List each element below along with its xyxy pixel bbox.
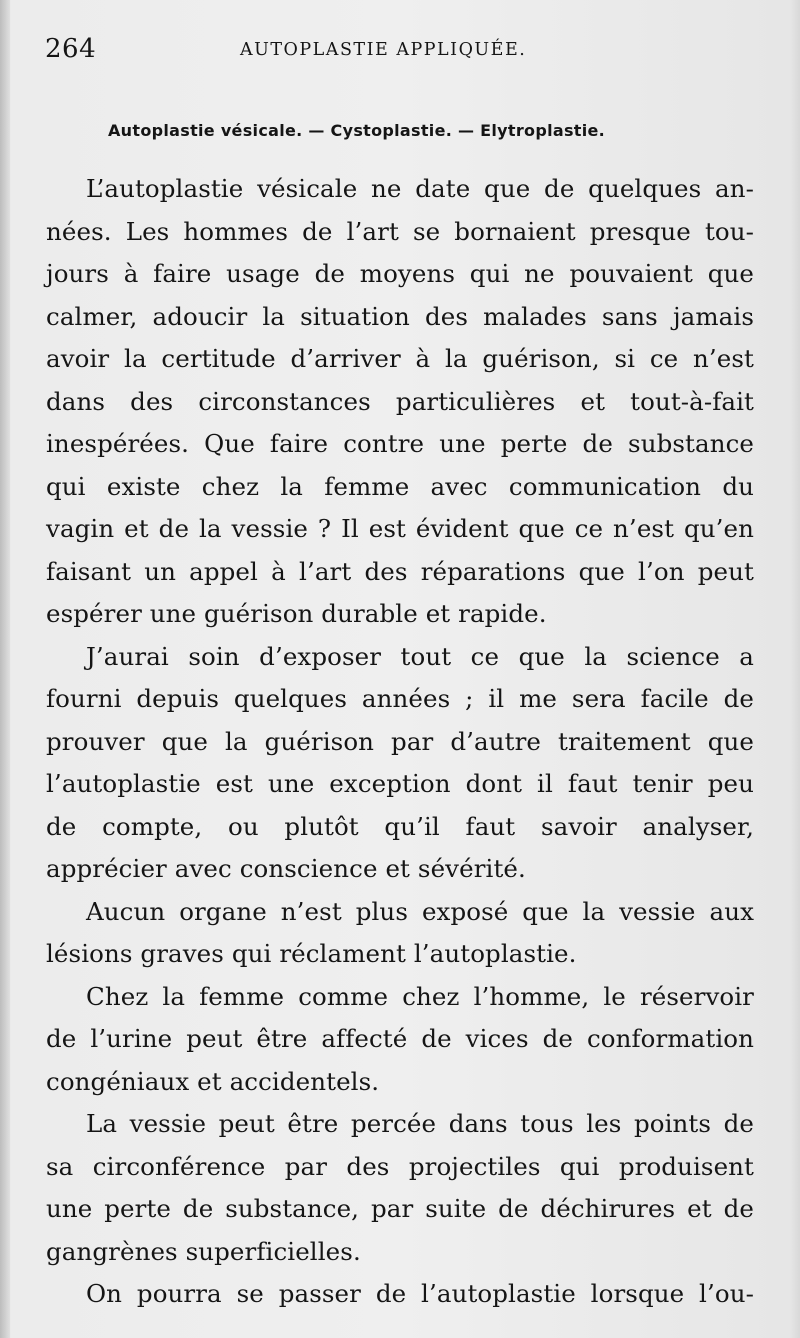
body-text bbox=[46, 168, 754, 1316]
text-line: On pourra se passer de l’autoplastie lorsque l’ou- bbox=[86, 1279, 754, 1308]
paragraph bbox=[46, 1103, 754, 1273]
paragraph bbox=[46, 168, 754, 636]
text-line: gangrènes superficielles. bbox=[46, 1236, 361, 1266]
text-line: prouver que la guérison par d’autre traitement que bbox=[46, 726, 754, 756]
text-line: dans des circonstances particulières et tout-à-fait bbox=[46, 386, 754, 416]
text-line: jours à faire usage de moyens qui ne pouvaient que bbox=[46, 259, 754, 288]
text-line: apprécier avec conscience et sévérité. bbox=[46, 854, 526, 883]
paragraph bbox=[46, 976, 754, 1104]
page-header bbox=[45, 34, 755, 70]
paragraph bbox=[46, 636, 754, 891]
text-line: de compte, ou plutôt qu’il faut savoir analyser, bbox=[46, 811, 754, 841]
text-line: vagin et de la vessie ? Il est évident que ce n’est qu’en bbox=[46, 514, 754, 543]
page-number: 264 bbox=[45, 34, 97, 64]
page-binding-edge bbox=[0, 0, 10, 1338]
paragraph bbox=[46, 891, 754, 976]
text-line: La vessie peut être percée dans tous les points de bbox=[86, 1109, 754, 1138]
text-line: calmer, adoucir la situation des malades sans jamais bbox=[46, 301, 754, 331]
text-line: avoir la certitude d’arriver à la guérison, si ce n’est bbox=[46, 344, 754, 373]
running-head: AUTOPLASTIE APPLIQUÉE. bbox=[240, 40, 527, 60]
text-line: espérer une guérison durable et rapide. bbox=[46, 599, 547, 628]
paragraph bbox=[46, 1273, 754, 1316]
section-heading: Autoplastie vésicale. — Cystoplastie. — Elytroplastie. bbox=[108, 121, 606, 140]
text-line: J’aurai soin d’exposer tout ce que la science a bbox=[86, 641, 754, 671]
text-line: Aucun organe n’est plus exposé que la vessie aux bbox=[86, 896, 754, 926]
text-line: de l’urine peut être affecté de vices de conformation bbox=[46, 1024, 754, 1053]
text-line: une perte de substance, par suite de déchirures et de bbox=[46, 1194, 754, 1223]
text-line: sa circonférence par des projectiles qui produisent bbox=[46, 1151, 754, 1181]
text-line: lésions graves qui réclament l’autoplastie. bbox=[46, 939, 577, 968]
text-line: Chez la femme comme chez l’homme, le réservoir bbox=[86, 981, 754, 1011]
text-line: l’autoplastie est une exception dont il faut tenir peu bbox=[46, 769, 754, 798]
text-line: congéniaux et accidentels. bbox=[46, 1066, 380, 1096]
text-line: nées. Les hommes de l’art se bornaient presque tou- bbox=[46, 216, 754, 246]
text-line: L’autoplastie vésicale ne date que de quelques an- bbox=[86, 174, 754, 203]
text-line: qui existe chez la femme avec communication du bbox=[46, 471, 754, 501]
text-line: inespérées. Que faire contre une perte de substance bbox=[46, 429, 754, 458]
text-line: faisant un appel à l’art des réparations que l’on peut bbox=[46, 556, 754, 586]
text-line: fourni depuis quelques années ; il me sera facile de bbox=[46, 684, 754, 713]
